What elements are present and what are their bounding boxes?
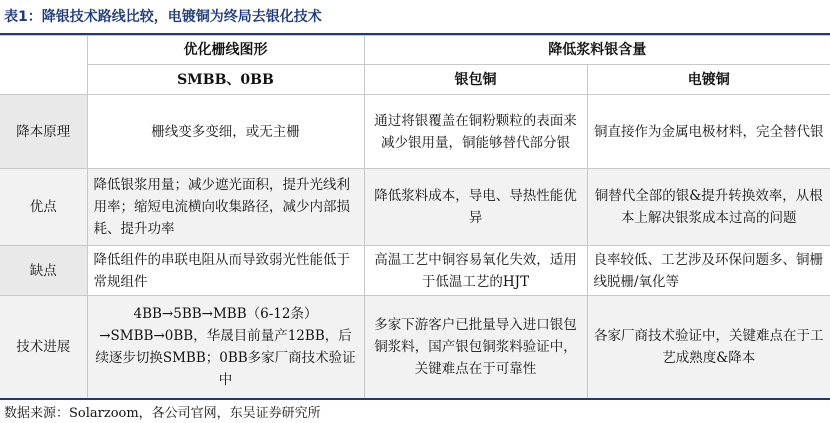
- table-cell: 降低浆料成本，导电、导热性能优异: [364, 169, 587, 246]
- table-cell: 降低银浆用量；减少遮光面积，提升光线利用率；缩短电流横向收集路径，减少内部损耗、提升功率: [87, 169, 364, 246]
- sub-header-smbb: SMBB、0BB: [87, 65, 364, 95]
- sub-header-copper-plating: 电镀铜: [587, 65, 830, 95]
- table-cell: 铜直接作为金属电极材料，完全替代银: [587, 95, 830, 169]
- table-cell: 高温工艺中铜容易氧化失效，适用于低温工艺的HJT: [364, 246, 587, 296]
- table-cell: 栅线变多变细，或无主栅: [87, 95, 364, 169]
- table-cell: 铜替代全部的银&提升转换效率，从根本上解决银浆成本过高的问题: [587, 169, 830, 246]
- row-label: 降本原理: [0, 95, 87, 169]
- table-cell: 良率较低、工艺涉及环保问题多、铜栅线脱栅/氧化等: [587, 246, 830, 296]
- row-label: 技术进展: [0, 296, 87, 399]
- corner-cell: [0, 36, 87, 95]
- table-cell: 4BB→5BB→MBB（6-12条）→SMBB→0BB，华晟目前量产12BB，后续逐步切换SMBB；0BB多家厂商技术验证中: [87, 296, 364, 399]
- table-row: [0, 296, 830, 399]
- table-cell: 通过将银覆盖在铜粉颗粒的表面来减少银用量，铜能够替代部分银: [364, 95, 587, 169]
- comparison-table: [0, 35, 830, 399]
- sub-header-silver-coated-copper: 银包铜: [364, 65, 587, 95]
- table-cell: 各家厂商技术验证中，关键难点在于工艺成熟度&降本: [587, 296, 830, 399]
- group-header-pattern: 优化栅线图形: [87, 36, 364, 65]
- source-note: 数据来源：Solarzoom，各公司官网，东吴证券研究所: [4, 406, 321, 421]
- row-label: 缺点: [0, 246, 87, 296]
- table-title: 表1：降银技术路线比较，电镀铜为终局去银化技术: [4, 9, 322, 25]
- table-cell: 多家下游客户已批量导入进口银包铜浆料，国产银包铜浆料验证中，关键难点在于可靠性: [364, 296, 587, 399]
- table-row: [0, 246, 830, 296]
- bottom-rule: [0, 398, 830, 400]
- table-cell: 降低组件的串联电阻从而导致弱光性能低于常规组件: [87, 246, 364, 296]
- group-header-row: [0, 36, 830, 65]
- table-row: [0, 169, 830, 246]
- group-header-paste: 降低浆料银含量: [364, 36, 830, 65]
- row-label: 优点: [0, 169, 87, 246]
- table-row: [0, 95, 830, 169]
- sub-header-row: [0, 65, 830, 95]
